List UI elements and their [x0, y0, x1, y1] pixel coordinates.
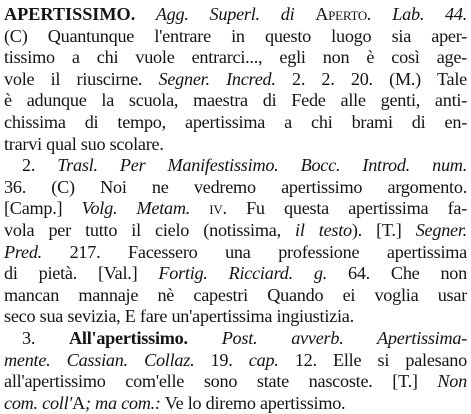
entry-text-segment: Segner. — [415, 219, 467, 240]
entry-text-segment: Aperto — [315, 4, 368, 24]
entry-text-segment: 36. (C) Noi ne vedremo apertissimo argomento. — [4, 176, 467, 197]
entry-line — [4, 263, 467, 285]
entry-text-segment: . Fu questa apertissima fa- — [222, 198, 467, 219]
entry-text-segment: Fortig. Ricciard. g. — [158, 263, 327, 284]
entry-text-segment: 64. Che non — [327, 263, 467, 284]
entry-text-segment: 12. Elle si palesano — [278, 349, 467, 370]
entry-text-segment: di pietà. [Val.] — [4, 263, 159, 284]
entry-text-segment: com. coll' — [4, 392, 73, 413]
entry-text-segment: Ve lo diremo apertissimo. — [160, 392, 346, 413]
entry-line — [4, 285, 467, 307]
entry-text-segment: vola per tutto il cielo (notissima, — [4, 219, 296, 240]
entry-text-segment: ). [T.] — [351, 219, 416, 240]
entry-line — [4, 90, 467, 112]
entry-text-segment — [190, 198, 209, 218]
entry-line — [4, 112, 467, 134]
entry-text-segment: 217. Facessero una professione apertissima — [41, 241, 467, 262]
entry-text-segment: all'apertissimo com'elle sono state nascoste. [T.] — [4, 371, 438, 392]
entry-text-segment: Trasl. Per Manifestissimo. Bocc. Introd. num. — [57, 155, 467, 176]
entry-text-segment: A — [72, 392, 85, 413]
entry-text-segment: 3. — [22, 327, 70, 348]
entry-text-segment: Post. avverb. Apertissima- — [221, 327, 467, 348]
entry-text-segment: . Lab. 44. — [367, 4, 467, 24]
entry-line — [4, 155, 467, 177]
entry-text-block — [4, 4, 467, 414]
entry-text-segment: Agg. Superl. di — [135, 4, 316, 24]
entry-line — [4, 47, 467, 69]
entry-text-segment: trarvi qual suo scolare. — [4, 133, 164, 154]
entry-text-segment: 19. — [194, 349, 249, 370]
entry-text-segment: ; ma com.: — [84, 392, 161, 413]
entry-text-segment: [Camp.] — [4, 198, 82, 219]
headword: APERTISSIMO. — [4, 4, 136, 24]
entry-text-segment: All'apertissimo. — [69, 327, 188, 348]
entry-text-segment: cap. — [248, 349, 279, 370]
entry-text-segment: è adunque la scuola, maestra di Fede alle genti, anti- — [4, 90, 467, 111]
entry-line — [4, 242, 467, 264]
entry-line — [4, 4, 467, 26]
entry-line — [4, 328, 467, 350]
entry-line — [4, 69, 467, 91]
entry-text-segment: iv — [209, 198, 223, 219]
entry-line — [4, 177, 467, 199]
entry-text-segment: chissima di tempo, apertissima a chi brami di en- — [4, 111, 467, 132]
entry-line — [4, 220, 467, 242]
entry-text-segment: tissimo a chi vuole entrarci..., egli non è così age- — [4, 47, 467, 68]
entry-text-segment: 2. — [22, 155, 58, 176]
entry-line — [4, 26, 467, 48]
entry-text-segment: 2. 2. 20. (M.) Tale — [275, 68, 467, 89]
entry-text-segment: Volg. Metam. — [81, 198, 191, 219]
entry-line — [4, 134, 467, 156]
entry-line — [4, 371, 467, 393]
entry-text-segment: vole il riuscirne. — [4, 68, 159, 89]
entry-line — [4, 350, 467, 372]
entry-text-segment: Segner. Incred. — [158, 68, 276, 89]
entry-line — [4, 393, 467, 414]
entry-line — [4, 306, 467, 328]
entry-line — [4, 198, 467, 220]
entry-text-segment: il testo — [295, 219, 352, 240]
entry-text-segment: mancan mannaje nè capestri Quando ei voglia usar — [4, 284, 467, 305]
entry-text-segment: Non — [437, 371, 467, 392]
entry-text-segment: mente. Cassian. Collaz. — [4, 349, 195, 370]
entry-text-segment — [188, 328, 222, 348]
entry-text-segment: seco sua sevizia, E fare un'apertissima ingiustizia. — [4, 306, 354, 327]
entry-text-segment: (C) Quantunque l'entrare in questo luogo sia aper- — [4, 25, 467, 46]
entry-text-segment: Pred. — [4, 241, 42, 262]
